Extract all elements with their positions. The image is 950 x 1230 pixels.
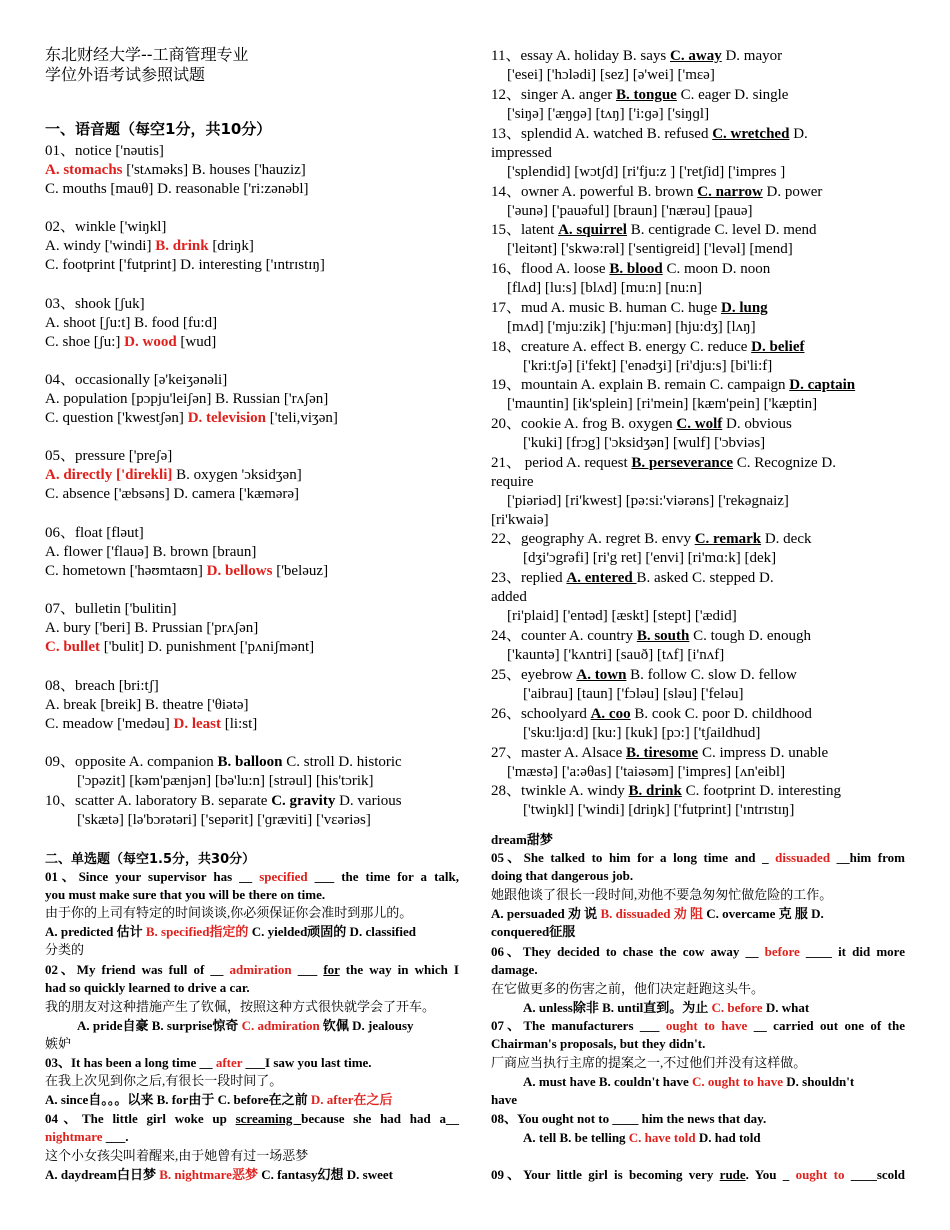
mc02-translation: 我的朋友对这种措施产生了钦佩，按照这种方式很快就学会了开车。 xyxy=(45,999,436,1014)
q25-phonetics: ['aibrau] [taun] ['fɔləu] [sləu] ['feləu] xyxy=(523,686,744,702)
mc04-translation: 这个小女孩尖叫着醒来,由于她曾有过一场恶梦 xyxy=(45,1148,309,1163)
mc03-options: A. since自。。。以来 B. for由于 C. before在之前 D. after在之后 xyxy=(45,1092,393,1107)
q13-line-2: impressed xyxy=(491,145,552,161)
q17-phonetics: [mʌd] ['mju:zik] ['hju:mən] [hju:dʒ] [lʌŋ] xyxy=(507,319,756,335)
q03-options-2: C. shoe [ʃu:] D. wood [wud] xyxy=(45,334,217,350)
q27-phonetics: ['mæstə] ['a:əθas] ['taiəsəm] ['impres] [ʌn'eibl] xyxy=(507,764,786,780)
q20-answer: C. wolf xyxy=(676,416,723,432)
q21-line-2: require xyxy=(491,474,534,490)
mc05-options: A. persuaded 劝 说 B. dissuaded 劝 阻 C. overcame 克 服 D. xyxy=(491,906,824,921)
doc-header-line1: 东北财经大学--工商管理专业 xyxy=(45,45,249,64)
mc04-options: A. daydream白日梦 B. nightmare恶梦 C. fantasy幻想 D. sweet xyxy=(45,1167,393,1182)
q28-phonetics: ['twiŋkl] ['windi] [driŋk] ['futprint] ['ɪntrɪstɪŋ] xyxy=(523,802,795,818)
mc07-stem-2: Chairman's proposals, but they didn't. xyxy=(491,1036,706,1051)
mc05-stem-2: doing that dangerous job. xyxy=(491,868,634,883)
section2-title: 二、单选题（每空1.5分，共30分） xyxy=(45,852,256,867)
mc03-answer: after xyxy=(215,1055,243,1070)
q05-options: A. directly ['direkli] B. oxygen 'ɔksidʒən] xyxy=(45,467,302,483)
mc05-translation: 她跟他谈了很长一段时间,劝他不要急匆匆忙做危险的工作。 xyxy=(491,887,833,902)
q23-line-2: added xyxy=(491,589,527,605)
mc02-stem: 02、My friend was full of __ admiration ___ for the way in which I xyxy=(45,962,459,977)
q15-line: 15、latent A. squirrel B. centigrade C. level D. mend xyxy=(491,222,817,238)
q24-answer: B. south xyxy=(636,628,690,644)
q21-line: 21、 period A. request B. perseverance C. Recognize D. xyxy=(491,455,836,471)
q17-line: 17、mud A. music B. human C. huge D. lung xyxy=(491,300,768,316)
q18-answer: D. belief xyxy=(751,339,805,355)
q11-answer: C. away xyxy=(670,48,722,64)
mc07-answer: ought to have xyxy=(665,1018,748,1033)
q07-answer: C. bullet xyxy=(45,639,101,655)
q24-phonetics: ['kauntə] ['kʌntri] [sauð] [tʌf] [i'nʌf] xyxy=(507,647,725,663)
q07-word: 07、bulletin ['bulitin] xyxy=(45,601,177,617)
mc05-answer: dissuaded xyxy=(775,850,831,865)
q21-answer: B. perseverance xyxy=(631,455,734,471)
q16-answer: B. blood xyxy=(609,261,663,277)
q09-answer: B. balloon xyxy=(217,754,283,770)
mc07-stem: 07、The manufacturers ___ ought to have __ carried out one of the xyxy=(491,1018,905,1033)
q25-line: 25、eyebrow A. town B. follow C. slow D. fellow xyxy=(491,667,797,683)
q26-answer: A. coo xyxy=(590,706,631,722)
mc07-options-tail: have xyxy=(491,1092,517,1107)
mc06-stem-2: damage. xyxy=(491,962,538,977)
q25-answer: A. town xyxy=(576,667,627,683)
mc08-stem: 08、You ought not to ____ him the news that day. xyxy=(491,1111,767,1126)
q09-phonetics: ['ɔpəzit] [kəm'pænjən] [bə'lu:n] [strəul] [his'tɔrik] xyxy=(77,773,374,789)
mc04-answer: nightmare xyxy=(45,1129,103,1144)
q23-answer: A. entered xyxy=(566,570,637,586)
mc02-answer: admiration xyxy=(229,962,292,977)
mc02-options: A. pride自豪 B. surprise惊奇 C. admiration 钦佩 D. jealousy xyxy=(77,1018,414,1033)
mc06-translation: 在它做更多的伤害之前，他们决定赶跑这头牛。 xyxy=(491,981,765,996)
q08-options: A. break [breik] B. theatre ['θiətə] xyxy=(45,697,249,713)
mc05-stem: 05、She talked to him for a long time and _ dissuaded __him from xyxy=(491,850,905,865)
q01-word: 01、notice ['nəutis] xyxy=(45,143,164,159)
mc02-stem-2: had so quickly learned to drive a car. xyxy=(45,980,250,995)
q04-answer: D. television xyxy=(187,410,267,426)
q09-line: 09、opposite A. companion B. balloon C. stroll D. historic xyxy=(45,754,402,770)
q06-word: 06、float [fləut] xyxy=(45,525,144,541)
q03-word: 03、shook [ʃuk] xyxy=(45,296,145,312)
q12-line: 12、singer A. anger B. tongue C. eager D. single xyxy=(491,87,789,103)
mc03-translation: 在我上次见到你之后,有很长一段时间了。 xyxy=(45,1073,283,1088)
q12-phonetics: ['siŋə] ['æŋɡə] [tʌŋ] ['i:ɡə] ['siŋɡl] xyxy=(507,106,710,122)
q14-phonetics: ['əunə] ['pauəful] [braun] ['nærəu] [pauə] xyxy=(507,203,753,219)
mc06-stem: 06、They decided to chase the cow away __ before ____ it did more xyxy=(491,944,905,959)
q19-line: 19、mountain A. explain B. remain C. campaign D. captain xyxy=(491,377,856,393)
mc07-translation: 厂商应当执行主席的提案之一,不过他们并没有这样做。 xyxy=(491,1055,807,1070)
q13-answer: C. wretched xyxy=(712,126,790,142)
q04-options-2: C. question ['kwestʃən] D. television ['teli,viʒən] xyxy=(45,410,338,426)
mc06-answer: before xyxy=(764,944,800,959)
q10-line: 10、scatter A. laboratory B. separate C. gravity D. various xyxy=(45,793,402,809)
q08-options-2: C. meadow ['medəu] D. least [li:st] xyxy=(45,716,258,732)
q11-phonetics: ['esei] ['hɔlədi] [sez] [ə'wei] ['mɛə] xyxy=(507,67,715,83)
q13-phonetics: ['splendid] [wɔtʃd] [ri'fju:z ] ['retʃid] ['impres ] xyxy=(507,164,786,180)
mc06-options: A. unless除非 B. until直到。为止 C. before D. what xyxy=(523,1000,810,1015)
q28-line: 28、twinkle A. windy B. drink C. footprint D. interesting xyxy=(491,783,842,799)
q04-word: 04、occasionally [ə'keiʒənəli] xyxy=(45,372,228,388)
q23-line: 23、replied A. entered B. asked C. stepped D. xyxy=(491,570,774,586)
q02-options: A. windy ['windi] B. drink [driŋk] xyxy=(45,238,254,254)
q22-answer: C. remark xyxy=(694,531,762,547)
q12-answer: B. tongue xyxy=(615,87,677,103)
q01-options: A. stomachs ['stʌməks] B. houses ['hauziz] xyxy=(45,162,306,178)
q14-answer: C. narrow xyxy=(697,184,763,200)
q02-options-2: C. footprint ['futprint] D. interesting ['ɪntrɪstɪŋ] xyxy=(45,257,325,273)
q20-line: 20、cookie A. frog B. oxygen C. wolf D. obvious xyxy=(491,416,792,432)
q16-phonetics: [flʌd] [lu:s] [blʌd] [mu:n] [nu:n] xyxy=(507,280,702,296)
q10-answer: C. gravity xyxy=(271,793,336,809)
q07-options: A. bury ['beri] B. Prussian ['prʌʃən] xyxy=(45,620,259,636)
mc04-stem: 04、The little girl woke up screaming because she had had a__ xyxy=(45,1111,460,1126)
mc08-options: A. tell B. be telling C. have told D. had told xyxy=(523,1130,761,1145)
q21-phonetics-2: [ri'kwaiə] xyxy=(491,512,549,528)
q05-options-2: C. absence ['æbsəns] D. camera ['kæmərə] xyxy=(45,486,300,502)
mc02-options-tail: 嫉妒 xyxy=(45,1036,72,1051)
q06-options-2: C. hometown ['həʊmtaʊn] D. bellows ['beləuz] xyxy=(45,563,329,579)
q19-answer: D. captain xyxy=(789,377,856,393)
q02-answer: B. drink xyxy=(155,238,209,254)
mc01-translation: 由于你的上司有特定的时间谈谈,你必须保证你会准时到那儿的。 xyxy=(45,905,413,920)
mc09-answer: ought to xyxy=(795,1167,845,1182)
q16-line: 16、flood A. loose B. blood C. moon D. noon xyxy=(491,261,771,277)
q22-line: 22、geography A. regret B. envy C. remark D. deck xyxy=(491,531,812,547)
q15-phonetics: ['leitənt] ['skwə:rəl] ['sentiɡreid] ['levəl] [mend] xyxy=(507,241,793,257)
q27-line: 27、master A. Alsace B. tiresome C. impress D. unable xyxy=(491,745,829,761)
q23-phonetics: [ri'plaid] ['entəd] [æskt] [stept] ['ædid] xyxy=(507,608,737,624)
q06-options: A. flower ['flauə] B. brown [braun] xyxy=(45,544,257,560)
mc01-stem-2: you must make sure that you will be there on time. xyxy=(45,887,326,902)
q04-options: A. population [pɔpju'leiʃən] B. Russian ['rʌʃən] xyxy=(45,391,329,407)
q02-word: 02、winkle ['wiŋkl] xyxy=(45,219,167,235)
q03-options: A. shoot [ʃu:t] B. food [fu:d] xyxy=(45,315,218,331)
q03-answer: D. wood xyxy=(124,334,177,350)
q08-answer: D. least xyxy=(173,716,221,732)
q17-answer: D. lung xyxy=(721,300,768,316)
q18-phonetics: ['kri:tʃə] [i'fekt] ['enədʒi] [ri'dju:s] [bi'li:f] xyxy=(523,358,773,374)
q13-line: 13、splendid A. watched B. refused C. wretched D. xyxy=(491,126,808,142)
q18-line: 18、creature A. effect B. energy C. reduce D. belief xyxy=(491,339,805,355)
q05-answer: A. directly xyxy=(45,467,113,483)
q01-options-2: C. mouths [mauθ] D. reasonable ['ri:zənəbl] xyxy=(45,181,309,197)
q05-word: 05、pressure ['preʃə] xyxy=(45,448,173,464)
mc07-options: A. must have B. couldn't have C. ought to have D. shouldn't xyxy=(523,1074,855,1089)
section1-title: 一、语音题（每空1分，共10分） xyxy=(45,120,272,138)
q26-phonetics: ['sku:ljɑ:d] [ku:] [kuk] [pɔ:] ['tʃaildhud] xyxy=(523,725,761,741)
mc03-stem: 03、It has been a long time __ after ___I saw you last time. xyxy=(45,1055,372,1070)
mc01-stem: 01、Since your supervisor has __ specified ___ the time for a talk, xyxy=(45,869,460,884)
q06-answer: D. bellows xyxy=(206,563,273,579)
q28-answer: B. drink xyxy=(628,783,682,799)
doc-header-line2: 学位外语考试参照试题 xyxy=(45,65,206,84)
q11-line: 11、essay A. holiday B. says C. away D. mayor xyxy=(491,48,783,64)
mc09-stem: 09、Your little girl is becoming very rude. You _ ought to ____scold xyxy=(491,1167,906,1182)
q10-phonetics: ['skætə] [lə'bɔrətəri] ['sepərit] ['ɡræviti] ['vɛəriəs] xyxy=(77,812,371,828)
q07-options-2: C. bullet ['bulit] D. punishment ['pʌniʃmənt] xyxy=(45,639,315,655)
q15-answer: A. squirrel xyxy=(558,222,627,238)
mc01-answer: specified xyxy=(259,869,308,884)
mc08-answer: C. have told xyxy=(628,1130,696,1145)
mc01-options-tail: 分类的 xyxy=(45,942,85,957)
q20-phonetics: ['kuki] [frɔg] ['ɔksidʒən] [wulf] ['ɔbviəs] xyxy=(523,435,766,451)
mc05-options-tail: conquered征服 xyxy=(491,924,576,939)
mc04-stem-2: nightmare ___. xyxy=(45,1129,129,1144)
q21-phonetics: ['piəriəd] [ri'kwest] [pə:si:'viərəns] ['rekəgnaiz] xyxy=(507,493,789,509)
q27-answer: B. tiresome xyxy=(625,745,699,761)
q01-answer: A. stomachs xyxy=(45,162,123,178)
q19-phonetics: ['mauntin] [ik'splein] [ri'mein] [kæm'pein] ['kæptin] xyxy=(507,396,818,412)
q14-line: 14、owner A. powerful B. brown C. narrow D. power xyxy=(491,184,823,200)
q08-word: 08、breach [bri:tʃ] xyxy=(45,678,159,694)
mc04-options-tail: dream甜梦 xyxy=(491,832,553,847)
q24-line: 24、counter A. country B. south C. tough D. enough xyxy=(491,628,812,644)
q26-line: 26、schoolyard A. coo B. cook C. poor D. childhood xyxy=(491,706,812,722)
mc01-options: A. predicted 估计 B. specified指定的 C. yielded顽固的 D. classified xyxy=(45,924,416,939)
q22-phonetics: [dʒi'ɔgrəfi] [ri'g ret] ['envi] [ri'mɑ:k] [dek] xyxy=(523,550,777,566)
